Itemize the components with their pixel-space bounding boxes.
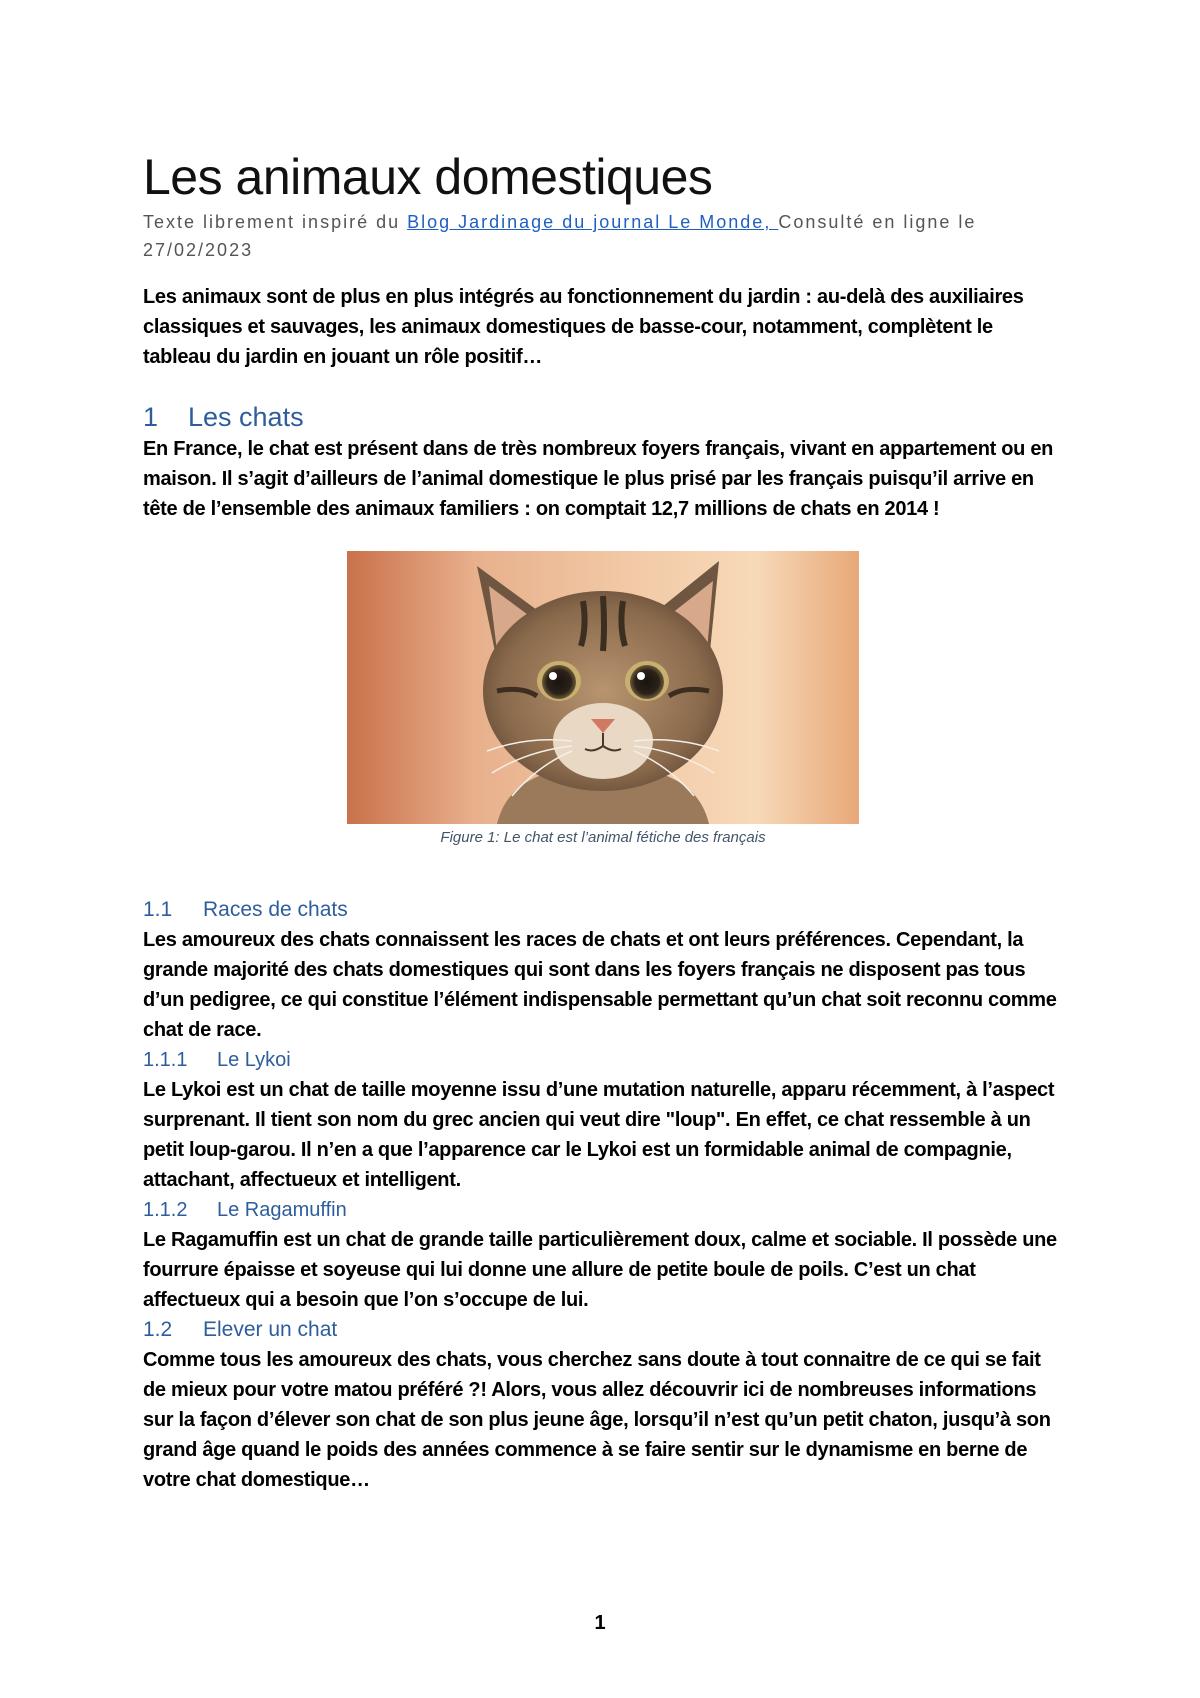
heading-text: Les chats bbox=[188, 402, 304, 432]
heading-1-1-1-le-lykoi bbox=[143, 1045, 1063, 1075]
heading-number: 1 bbox=[143, 402, 159, 432]
heading-number: 1.1 bbox=[143, 898, 173, 921]
heading-1-2-elever-un-chat bbox=[143, 1315, 1063, 1345]
document-subtitle bbox=[143, 208, 1063, 264]
page-number: 1 bbox=[594, 1612, 606, 1634]
page-content bbox=[143, 148, 1063, 1495]
heading-number: 1.2 bbox=[143, 1318, 173, 1341]
heading-text: Le Ragamuffin bbox=[217, 1199, 347, 1221]
paragraph-le-lykoi: Le Lykoi est un chat de taille moyenne issu d’une mutation naturelle, apparu récemment, à l’aspect surprenant. Il tient son nom du grec ancien qui veut dire "loup". En effet, ce chat ressemble à un petit loup-garou. Il n’en a que l’apparence car le Lykoi est un formidable animal de compagnie, attachant, affectueux et intelligent. bbox=[143, 1079, 1055, 1191]
paragraph-les-chats: En France, le chat est présent dans de très nombreux foyers français, vivant en appartement ou en maison. Il s’agit d’ailleurs de l’animal domestique le plus prisé par les français puisqu’il arrive en tête de l’ensemble des animaux familiers : on comptait 12,7 millions de chats en 2014 ! bbox=[143, 438, 1054, 520]
paragraph-races-de-chats: Les amoureux des chats connaissent les races de chats et ont leurs préférences. Cependant, la grande majorité des chats domestiques qui sont dans les foyers français ne disposent pas tous d’un pedigree, ce qui constitue l’élément indispensable permettant qu’un chat soit reconnu comme chat de race. bbox=[143, 929, 1057, 1041]
heading-text: Races de chats bbox=[203, 898, 348, 921]
source-link[interactable]: Blog Jardinage du journal Le Monde, bbox=[407, 212, 779, 232]
cat-photo bbox=[347, 551, 859, 824]
figure-caption: Figure 1: Le chat est l’animal fétiche des français bbox=[440, 829, 766, 846]
heading-1-1-races-de-chats bbox=[143, 895, 1063, 925]
paragraph-elever-un-chat: Comme tous les amoureux des chats, vous cherchez sans doute à tout connaitre de ce qui se fait de mieux pour votre matou préféré ?! Alors, vous allez découvrir ici de nombreuses informations sur la façon d’élever son chat de son plus jeune âge, lorsqu’il n’est qu’un petit chaton, jusqu’à son grand âge quand le poids des années commence à se faire sentir sur le dynamisme en berne de votre chat domestique… bbox=[143, 1349, 1051, 1491]
intro-paragraph: Les animaux sont de plus en plus intégrés au fonctionnement du jardin : au-delà des auxiliaires classiques et sauvages, les animaux domestiques de basse-cour, notamment, complètent le tableau du jardin en jouant un rôle positif… bbox=[143, 286, 1024, 368]
heading-1-les-chats bbox=[143, 400, 1063, 434]
heading-1-1-2-le-ragamuffin bbox=[143, 1195, 1063, 1225]
paragraph-le-ragamuffin: Le Ragamuffin est un chat de grande taille particulièrement doux, calme et sociable. Il possède une fourrure épaisse et soyeuse qui lui donne une allure de petite boule de poils. C’est un chat affectueux qui a besoin que l’on s’occupe de lui. bbox=[143, 1229, 1057, 1311]
spacer bbox=[143, 848, 1063, 895]
heading-number: 1.1.1 bbox=[143, 1049, 188, 1071]
heading-text: Elever un chat bbox=[203, 1318, 338, 1341]
figure-1 bbox=[143, 551, 1063, 848]
subtitle-suffix: Consulté en ligne le 27/02/2023 bbox=[143, 212, 977, 260]
heading-text: Le Lykoi bbox=[217, 1049, 291, 1071]
document-title: Les animaux domestiques bbox=[143, 149, 713, 205]
heading-number: 1.1.2 bbox=[143, 1199, 188, 1221]
subtitle-prefix: Texte librement inspiré du bbox=[143, 212, 408, 232]
